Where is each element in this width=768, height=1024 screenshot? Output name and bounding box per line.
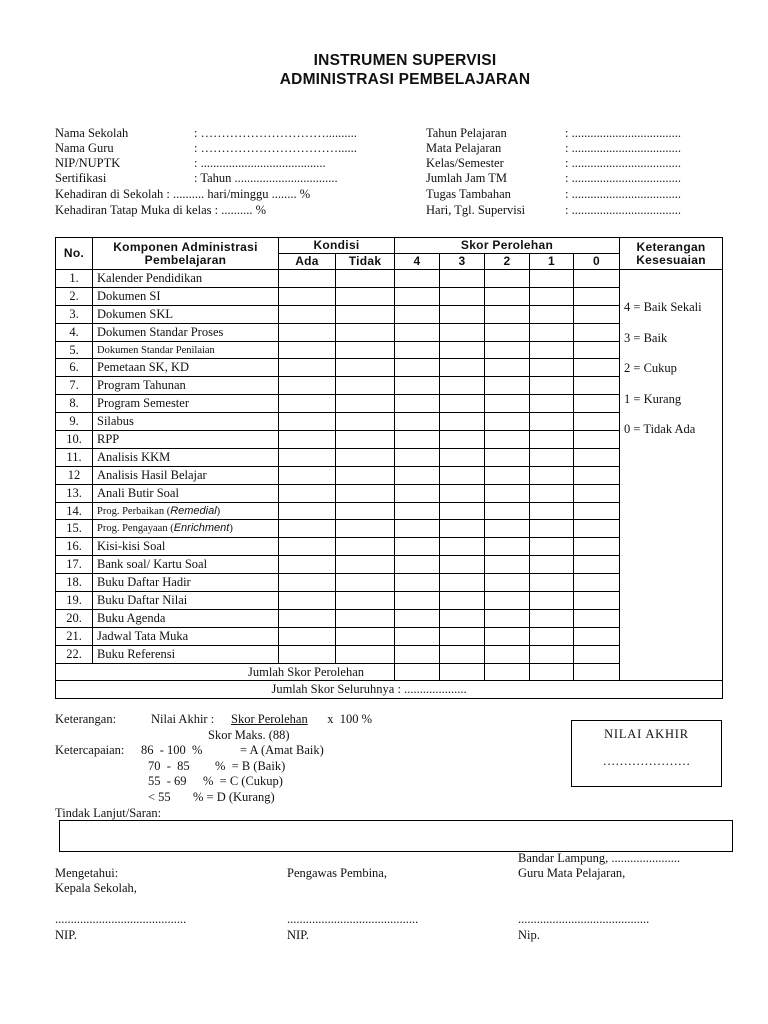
skor-4-cell[interactable]: [395, 287, 440, 305]
skor-4-cell[interactable]: [395, 323, 440, 341]
range-a: 86 - 100 %: [141, 743, 203, 757]
skor-0-cell[interactable]: [574, 627, 620, 645]
ada-cell[interactable]: [279, 359, 336, 377]
tidak-cell[interactable]: [336, 538, 395, 556]
ada-cell[interactable]: [279, 627, 336, 645]
keterangan-item: 0 = Tidak Ada: [624, 422, 696, 436]
row-komponen: Buku Daftar Nilai: [93, 592, 279, 610]
skor-2-cell[interactable]: [485, 341, 530, 359]
skor-0-cell[interactable]: [574, 323, 620, 341]
grade-b: % = B (Baik): [215, 759, 286, 773]
header-skor-perolehan: Skor Perolehan: [395, 238, 620, 254]
tindak-lanjut-field[interactable]: [59, 820, 733, 852]
skor-0-cell[interactable]: [574, 431, 620, 449]
jumlah-skor-perolehan-label: Jumlah Skor Perolehan: [56, 663, 395, 681]
tidak-cell[interactable]: [336, 502, 395, 520]
tidak-cell[interactable]: [336, 305, 395, 323]
skor-4-cell[interactable]: [395, 341, 440, 359]
row-number: 12: [56, 466, 93, 484]
skor-1-cell[interactable]: [530, 520, 574, 538]
tidak-cell[interactable]: [336, 592, 395, 610]
ada-cell[interactable]: [279, 448, 336, 466]
row-komponen: Buku Agenda: [93, 609, 279, 627]
skor-4-cell[interactable]: [395, 448, 440, 466]
skor-3-cell[interactable]: [440, 609, 485, 627]
grade-a: = A (Amat Baik): [240, 743, 324, 757]
nama-sekolah-field[interactable]: : …………………………..........: [194, 126, 357, 140]
skor-2-cell[interactable]: [485, 448, 530, 466]
row-number: 21.: [56, 627, 93, 645]
tidak-cell[interactable]: [336, 645, 395, 663]
skor-1-total[interactable]: [530, 663, 574, 681]
skor-4-cell[interactable]: [395, 609, 440, 627]
nama-sekolah-label: Nama Sekolah: [55, 126, 129, 140]
skor-3-cell[interactable]: [440, 520, 485, 538]
header-komponen: [93, 238, 279, 270]
signature-line-kepala[interactable]: ..........................................: [55, 912, 187, 926]
ketercapaian-label: Ketercapaian:: [55, 743, 125, 757]
skor-1-cell[interactable]: [530, 574, 574, 592]
skor-4-cell[interactable]: [395, 377, 440, 395]
hari-tgl-label: Hari, Tgl. Supervisi: [426, 203, 526, 217]
nilai-akhir-value[interactable]: …………………: [602, 754, 691, 768]
row-komponen: Dokumen Standar Proses: [93, 323, 279, 341]
skor-1-cell[interactable]: [530, 466, 574, 484]
tidak-cell[interactable]: [336, 413, 395, 431]
tidak-cell[interactable]: [336, 556, 395, 574]
row-komponen: Kisi-kisi Soal: [93, 538, 279, 556]
header-no: No.: [56, 238, 93, 270]
skor-2-cell[interactable]: [485, 323, 530, 341]
skor-1-cell[interactable]: [530, 645, 574, 663]
skor-4-cell[interactable]: [395, 359, 440, 377]
jumlah-skor-seluruhnya-row: [56, 681, 723, 699]
formula-numerator: Skor Perolehan: [231, 712, 308, 726]
ada-cell[interactable]: [279, 609, 336, 627]
row-number: 18.: [56, 574, 93, 592]
jumlah-jam-field[interactable]: : ...................................: [565, 171, 681, 185]
skor-3-cell[interactable]: [440, 413, 485, 431]
skor-0-cell[interactable]: [574, 502, 620, 520]
skor-0-cell[interactable]: [574, 413, 620, 431]
row-komponen: Buku Daftar Hadir: [93, 574, 279, 592]
row-number: 3.: [56, 305, 93, 323]
skor-3-cell[interactable]: [440, 341, 485, 359]
skor-0-cell[interactable]: [574, 287, 620, 305]
tidak-cell[interactable]: [336, 574, 395, 592]
ada-cell[interactable]: [279, 556, 336, 574]
row-number: 11.: [56, 448, 93, 466]
keterangan-item: 1 = Kurang: [624, 391, 682, 406]
row-komponen: Silabus: [93, 413, 279, 431]
keterangan-legend: [620, 270, 723, 681]
program-term: Enrichment: [173, 522, 230, 535]
ada-cell[interactable]: [279, 305, 336, 323]
jumlah-jam-label: Jumlah Jam TM: [426, 171, 508, 185]
skor-1-cell[interactable]: [530, 323, 574, 341]
ada-cell[interactable]: [279, 484, 336, 502]
skor-0-cell[interactable]: [574, 538, 620, 556]
ada-cell[interactable]: [279, 270, 336, 288]
skor-0-cell[interactable]: [574, 609, 620, 627]
header-komponen-line2: Pembelajaran: [144, 252, 227, 267]
skor-3-cell[interactable]: [440, 395, 485, 413]
skor-4-cell[interactable]: [395, 431, 440, 449]
row-number: 10.: [56, 431, 93, 449]
skor-3-cell[interactable]: [440, 359, 485, 377]
skor-2-cell[interactable]: [485, 395, 530, 413]
ada-cell[interactable]: [279, 323, 336, 341]
skor-1-cell[interactable]: [530, 287, 574, 305]
tidak-cell[interactable]: [336, 520, 395, 538]
skor-4-total[interactable]: [395, 663, 440, 681]
ada-cell[interactable]: [279, 592, 336, 610]
row-komponen: Prog. Perbaikan (Remedial): [93, 502, 279, 520]
supervision-table: [55, 237, 723, 699]
skor-2-cell[interactable]: [485, 431, 530, 449]
guru-label: Guru Mata Pelajaran,: [518, 866, 626, 880]
skor-2-cell[interactable]: [485, 645, 530, 663]
grade-d: % = D (Kurang): [193, 790, 275, 804]
nilai-akhir-title: NILAI AKHIR: [604, 727, 689, 741]
skor-1-cell[interactable]: [530, 413, 574, 431]
row-number: 19.: [56, 592, 93, 610]
row-komponen: Dokumen SKL: [93, 305, 279, 323]
signature-line-guru[interactable]: ..........................................: [518, 912, 650, 926]
tidak-cell[interactable]: [336, 609, 395, 627]
nip-nuptk-label: NIP/NUPTK: [55, 156, 121, 170]
skor-2-cell[interactable]: [485, 556, 530, 574]
grade-c: % = C (Cukup): [203, 774, 283, 788]
skor-3-cell[interactable]: [440, 323, 485, 341]
header-ada: Ada: [279, 254, 336, 270]
row-komponen: Program Tahunan: [93, 377, 279, 395]
ada-cell[interactable]: [279, 466, 336, 484]
row-komponen: Prog. Pengayaan (Enrichment): [93, 520, 279, 538]
header-keterangan-line2: Kesesuaian: [636, 252, 706, 267]
skor-2-cell[interactable]: [485, 520, 530, 538]
skor-2-cell[interactable]: [485, 574, 530, 592]
skor-0-cell[interactable]: [574, 377, 620, 395]
skor-3-total[interactable]: [440, 663, 485, 681]
range-b: 70 - 85: [148, 759, 190, 773]
table-body: [56, 270, 723, 699]
skor-3-cell[interactable]: [440, 645, 485, 663]
tidak-cell[interactable]: [336, 395, 395, 413]
row-komponen: Dokumen Standar Penilaian: [93, 341, 279, 359]
skor-3-cell[interactable]: [440, 448, 485, 466]
skor-0-cell[interactable]: [574, 466, 620, 484]
ada-cell[interactable]: [279, 520, 336, 538]
skor-4-cell[interactable]: [395, 413, 440, 431]
nilai-akhir-label: Nilai Akhir :: [151, 712, 215, 726]
skor-4-cell[interactable]: [395, 627, 440, 645]
skor-0-cell[interactable]: [574, 592, 620, 610]
skor-2-cell[interactable]: [485, 270, 530, 288]
skor-1-cell[interactable]: [530, 341, 574, 359]
row-komponen: Analisis KKM: [93, 448, 279, 466]
row-number: 15.: [56, 520, 93, 538]
nilai-akhir-box[interactable]: [571, 720, 722, 787]
skor-1-cell[interactable]: [530, 270, 574, 288]
tidak-cell[interactable]: [336, 287, 395, 305]
skor-3-cell[interactable]: [440, 377, 485, 395]
formula-multiplier: x 100 %: [321, 712, 373, 726]
skor-4-cell[interactable]: [395, 592, 440, 610]
nip-guru: Nip.: [518, 928, 540, 942]
skor-0-cell[interactable]: [574, 448, 620, 466]
skor-4-cell[interactable]: [395, 645, 440, 663]
keterangan-item: 3 = Baik: [624, 330, 668, 345]
nama-guru-label: Nama Guru: [55, 141, 114, 155]
tidak-cell[interactable]: [336, 359, 395, 377]
skor-4-cell[interactable]: [395, 466, 440, 484]
skor-1-cell[interactable]: [530, 305, 574, 323]
skor-3-cell[interactable]: [440, 556, 485, 574]
skor-4-cell[interactable]: [395, 484, 440, 502]
skor-3-cell[interactable]: [440, 287, 485, 305]
row-komponen: Jadwal Tata Muka: [93, 627, 279, 645]
formula-denominator: Skor Maks. (88): [208, 728, 290, 742]
tidak-cell[interactable]: [336, 627, 395, 645]
sertifikasi-label: Sertifikasi: [55, 171, 107, 185]
skor-3-cell[interactable]: [440, 484, 485, 502]
skor-0-cell[interactable]: [574, 395, 620, 413]
row-komponen: Analisis Hasil Belajar: [93, 466, 279, 484]
skor-1-cell[interactable]: [530, 627, 574, 645]
tidak-cell[interactable]: [336, 377, 395, 395]
nama-guru-field[interactable]: : ……………………………......: [194, 141, 357, 155]
document-title-line1: INSTRUMEN SUPERVISI: [313, 52, 497, 69]
header-komponen-line1: Komponen Administrasi: [113, 239, 258, 254]
jumlah-skor-seluruhnya[interactable]: Jumlah Skor Seluruhnya : ....................: [56, 681, 723, 699]
row-komponen: Bank soal/ Kartu Soal: [93, 556, 279, 574]
header-kondisi: Kondisi: [279, 238, 395, 254]
tidak-cell[interactable]: [336, 484, 395, 502]
sertifikasi-field[interactable]: : Tahun .................................: [194, 171, 338, 185]
row-number: 7.: [56, 377, 93, 395]
nip-kepala: NIP.: [55, 928, 77, 942]
row-komponen: Anali Butir Soal: [93, 484, 279, 502]
skor-4-cell[interactable]: [395, 270, 440, 288]
hari-tgl-field[interactable]: : ...................................: [565, 203, 681, 217]
row-number: 16.: [56, 538, 93, 556]
range-c: 55 - 69: [148, 774, 187, 788]
nip-nuptk-field[interactable]: : ........................................: [194, 156, 326, 170]
tugas-tambahan-label: Tugas Tambahan: [426, 187, 511, 201]
tidak-cell[interactable]: [336, 270, 395, 288]
program-term: Remedial: [170, 504, 217, 517]
row-number: 9.: [56, 413, 93, 431]
row-komponen: Pemetaan SK, KD: [93, 359, 279, 377]
tidak-cell[interactable]: [336, 341, 395, 359]
skor-2-cell[interactable]: [485, 377, 530, 395]
row-number: 22.: [56, 645, 93, 663]
kelas-semester-label: Kelas/Semester: [426, 156, 504, 170]
ada-cell[interactable]: [279, 395, 336, 413]
row-number: 8.: [56, 395, 93, 413]
skor-3-cell[interactable]: [440, 538, 485, 556]
mata-pelajaran-field[interactable]: : ...................................: [565, 141, 681, 155]
row-komponen: Program Semester: [93, 395, 279, 413]
pengawas-label: Pengawas Pembina,: [287, 866, 387, 880]
skor-3-cell[interactable]: [440, 627, 485, 645]
skor-1-cell[interactable]: [530, 592, 574, 610]
row-komponen: Buku Referensi: [93, 645, 279, 663]
skor-0-cell[interactable]: [574, 359, 620, 377]
skor-0-cell[interactable]: [574, 556, 620, 574]
place-date: Bandar Lampung, ......................: [518, 851, 681, 865]
row-number: 14.: [56, 502, 93, 520]
skor-2-cell[interactable]: [485, 538, 530, 556]
ada-cell[interactable]: [279, 377, 336, 395]
skor-4-cell[interactable]: [395, 574, 440, 592]
skor-2-cell[interactable]: [485, 609, 530, 627]
skor-2-cell[interactable]: [485, 484, 530, 502]
skor-4-cell[interactable]: [395, 538, 440, 556]
row-komponen: RPP: [93, 431, 279, 449]
range-d: < 55: [148, 790, 171, 804]
tahun-pelajaran-label: Tahun Pelajaran: [426, 126, 507, 140]
kehadiran-sekolah[interactable]: Kehadiran di Sekolah : .......... hari/minggu ........ %: [55, 187, 311, 201]
skor-1-cell[interactable]: [530, 395, 574, 413]
skor-3-cell[interactable]: [440, 431, 485, 449]
skor-0-cell[interactable]: [574, 270, 620, 288]
row-number: 1.: [56, 270, 93, 288]
skor-0-cell[interactable]: [574, 484, 620, 502]
skor-2-cell[interactable]: [485, 466, 530, 484]
row-komponen: Dokumen SI: [93, 287, 279, 305]
ada-cell[interactable]: [279, 413, 336, 431]
kehadiran-tatap-muka[interactable]: Kehadiran Tatap Muka di kelas : .......... %: [55, 203, 266, 217]
row-number: 20.: [56, 609, 93, 627]
ada-cell[interactable]: [279, 502, 336, 520]
header-skor-4: 4: [395, 254, 440, 270]
ada-cell[interactable]: [279, 431, 336, 449]
ada-cell[interactable]: [279, 341, 336, 359]
skor-2-cell[interactable]: [485, 627, 530, 645]
tidak-cell[interactable]: [336, 431, 395, 449]
tidak-cell[interactable]: [336, 466, 395, 484]
skor-1-cell[interactable]: [530, 448, 574, 466]
mata-pelajaran-label: Mata Pelajaran: [426, 141, 502, 155]
mengetahui-label: Mengetahui:: [55, 866, 119, 880]
skor-1-cell[interactable]: [530, 431, 574, 449]
header-skor-2: 2: [485, 254, 530, 270]
row-number: 6.: [56, 359, 93, 377]
skor-2-cell[interactable]: [485, 413, 530, 431]
skor-2-cell[interactable]: [485, 359, 530, 377]
skor-1-cell[interactable]: [530, 609, 574, 627]
document-title-line2: ADMINISTRASI PEMBELAJARAN: [279, 71, 531, 88]
kelas-semester-field[interactable]: : ...................................: [565, 156, 681, 170]
skor-3-cell[interactable]: [440, 270, 485, 288]
skor-1-cell[interactable]: [530, 484, 574, 502]
row-komponen: Kalender Pendidikan: [93, 270, 279, 288]
skor-0-cell[interactable]: [574, 520, 620, 538]
skor-2-cell[interactable]: [485, 592, 530, 610]
skor-2-cell[interactable]: [485, 502, 530, 520]
row-number: 17.: [56, 556, 93, 574]
keterangan-item: 2 = Cukup: [624, 361, 677, 375]
skor-2-cell[interactable]: [485, 287, 530, 305]
skor-0-cell[interactable]: [574, 305, 620, 323]
row-number: 13.: [56, 484, 93, 502]
skor-1-cell[interactable]: [530, 359, 574, 377]
skor-2-total[interactable]: [485, 663, 530, 681]
ada-cell[interactable]: [279, 574, 336, 592]
keterangan-label: Keterangan:: [55, 712, 117, 726]
row-number: 4.: [56, 323, 93, 341]
skor-1-cell[interactable]: [530, 502, 574, 520]
skor-0-cell[interactable]: [574, 341, 620, 359]
tindak-lanjut-label: Tindak Lanjut/Saran:: [55, 806, 162, 820]
row-number: 2.: [56, 287, 93, 305]
skor-1-cell[interactable]: [530, 538, 574, 556]
skor-1-cell[interactable]: [530, 377, 574, 395]
skor-2-cell[interactable]: [485, 305, 530, 323]
skor-3-cell[interactable]: [440, 466, 485, 484]
kepala-sekolah-label: Kepala Sekolah,: [55, 881, 137, 895]
header-keterangan-line1: Keterangan: [636, 239, 706, 254]
ada-cell[interactable]: [279, 287, 336, 305]
skor-3-cell[interactable]: [440, 592, 485, 610]
ada-cell[interactable]: [279, 538, 336, 556]
header-skor-3: 3: [440, 254, 485, 270]
skor-0-cell[interactable]: [574, 645, 620, 663]
skor-4-cell[interactable]: [395, 520, 440, 538]
tidak-cell[interactable]: [336, 448, 395, 466]
skor-0-cell[interactable]: [574, 574, 620, 592]
skor-4-cell[interactable]: [395, 556, 440, 574]
table-row: [56, 270, 723, 288]
skor-3-cell[interactable]: [440, 574, 485, 592]
skor-4-cell[interactable]: [395, 502, 440, 520]
signature-line-pengawas[interactable]: ..........................................: [287, 912, 419, 926]
header-skor-0: 0: [574, 254, 620, 270]
skor-1-cell[interactable]: [530, 556, 574, 574]
nip-pengawas: NIP.: [287, 928, 309, 942]
skor-3-cell[interactable]: [440, 502, 485, 520]
row-number: 5.: [56, 341, 93, 359]
keterangan-item: 4 = Baik Sekali: [624, 300, 702, 314]
skor-4-cell[interactable]: [395, 305, 440, 323]
tugas-tambahan-field[interactable]: : ...................................: [565, 187, 681, 201]
tidak-cell[interactable]: [336, 323, 395, 341]
skor-3-cell[interactable]: [440, 305, 485, 323]
tahun-pelajaran-field[interactable]: : ...................................: [565, 126, 681, 140]
skor-0-total[interactable]: [574, 663, 620, 681]
ada-cell[interactable]: [279, 645, 336, 663]
header-keterangan: [620, 238, 723, 270]
skor-4-cell[interactable]: [395, 395, 440, 413]
header-skor-1: 1: [530, 254, 574, 270]
header-tidak: Tidak: [336, 254, 395, 270]
